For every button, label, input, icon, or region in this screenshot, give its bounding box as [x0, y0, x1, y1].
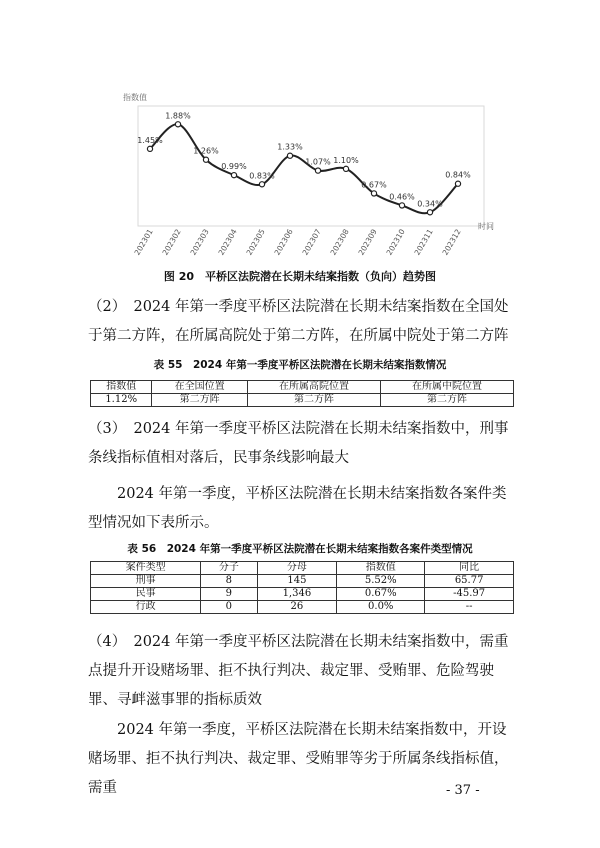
table-row	[91, 588, 514, 601]
table-55	[90, 380, 514, 407]
data-label: 0.99%	[221, 162, 247, 172]
data-point	[175, 122, 180, 127]
data-label: 1.45%	[137, 135, 163, 145]
table-cell: 第二方阵	[380, 394, 513, 407]
data-label: 1.33%	[277, 142, 303, 152]
table-cell: -45.97	[425, 588, 514, 601]
table-header-cell: 在所属中院位置	[380, 381, 513, 394]
x-tick-label: 202306	[272, 227, 295, 257]
table-cell: 5.52%	[337, 575, 425, 588]
table-55-caption: 表 55 2024 年第一季度平桥区法院潜在长期未结案指数情况	[153, 359, 447, 371]
data-point	[315, 168, 320, 173]
data-point	[147, 146, 152, 151]
data-label: 1.26%	[193, 146, 219, 156]
data-point	[371, 191, 376, 196]
para-section-2: （2） 2024 年第一季度平桥区法院潜在长期未结案指数在全国处于第二方阵，在所属高院处于第二方阵，在所属中院处于第二方阵	[88, 299, 509, 344]
table-cell: 26	[257, 601, 337, 614]
data-point	[343, 166, 348, 171]
data-label: 1.88%	[165, 111, 191, 121]
x-tick-label: 202302	[160, 227, 183, 257]
table-row	[91, 394, 514, 407]
table-header-cell: 同比	[425, 562, 514, 575]
data-label: 1.07%	[305, 157, 331, 167]
table-cell: --	[425, 601, 514, 614]
table-header-row	[91, 562, 514, 575]
trend-chart	[120, 88, 500, 258]
x-tick-label: 202303	[188, 227, 211, 257]
table-header-cell: 在所属高院位置	[247, 381, 380, 394]
table-header-cell: 在全国位置	[152, 381, 248, 394]
page-number: - 37 -	[446, 783, 480, 798]
table-header-cell: 案件类型	[91, 562, 201, 575]
x-tick-label: 202311	[412, 227, 435, 257]
x-axis-label: 时间	[478, 222, 494, 231]
table-cell: 0	[201, 601, 257, 614]
table-cell: 145	[257, 575, 337, 588]
x-tick-label: 202309	[356, 227, 379, 257]
table-header-cell: 分母	[257, 562, 337, 575]
table-header-cell: 分子	[201, 562, 257, 575]
data-point	[455, 181, 460, 186]
table-cell: 刑事	[91, 575, 201, 588]
x-tick-label: 202310	[384, 227, 407, 257]
para-intro-table-56: 2024 年第一季度，平桥区法院潜在长期未结案指数各案件类型情况如下表所示。	[88, 486, 507, 531]
trend-chart-svg	[120, 88, 500, 258]
table-cell: 第二方阵	[247, 394, 380, 407]
table-56	[90, 561, 514, 614]
table-cell: 第二方阵	[152, 394, 248, 407]
data-point	[427, 210, 432, 215]
table-cell: 9	[201, 588, 257, 601]
x-tick-label: 202301	[132, 227, 155, 257]
table-row	[91, 575, 514, 588]
table-row	[91, 601, 514, 614]
x-tick-label: 202312	[440, 227, 463, 257]
y-axis-label: 指数值	[123, 93, 147, 102]
data-point	[203, 157, 208, 162]
figure-caption: 图 20 平桥区法院潜在长期未结案指数（负向）趋势图	[163, 270, 437, 283]
table-cell: 65.77	[425, 575, 514, 588]
x-tick-label: 202304	[216, 227, 239, 257]
table-cell: 行政	[91, 601, 201, 614]
data-point	[231, 173, 236, 178]
data-label: 0.34%	[417, 199, 443, 209]
data-label: 1.10%	[333, 155, 359, 165]
para-body-text: 2024 年第一季度，平桥区法院潜在长期未结案指数中，开设赌场罪、拒不执行判决、裁定罪、受贿罪等劣于所属条线指标值，需重	[88, 722, 509, 796]
para-section-4: （4） 2024 年第一季度平桥区法院潜在长期未结案指数中，需重点提升开设赌场罪、拒不执行判决、裁定罪、受贿罪、危险驾驶罪、寻衅滋事罪的指标质效	[88, 634, 509, 708]
x-tick-label: 202307	[300, 227, 323, 257]
table-cell: 0.67%	[337, 588, 425, 601]
table-56-caption: 表 56 2024 年第一季度平桥区法院潜在长期未结案指数各案件类型情况	[127, 543, 473, 555]
x-tick-label: 202308	[328, 227, 351, 257]
table-header-cell: 指数值	[91, 381, 152, 394]
para-section-3: （3） 2024 年第一季度平桥区法院潜在长期未结案指数中，刑事条线指标值相对落后，民事条线影响最大	[88, 421, 509, 466]
data-point	[287, 153, 292, 158]
table-cell: 8	[201, 575, 257, 588]
x-tick-label: 202305	[244, 227, 267, 257]
data-point	[259, 182, 264, 187]
data-point	[399, 203, 404, 208]
data-label: 0.46%	[389, 192, 415, 202]
data-label: 0.84%	[445, 170, 471, 180]
table-cell: 1.12%	[91, 394, 152, 407]
table-cell: 0.0%	[337, 601, 425, 614]
table-header-cell: 指数值	[337, 562, 425, 575]
data-label: 0.83%	[249, 171, 275, 181]
table-cell: 民事	[91, 588, 201, 601]
table-header-row	[91, 381, 514, 394]
table-cell: 1,346	[257, 588, 337, 601]
data-label: 0.67%	[361, 180, 387, 190]
